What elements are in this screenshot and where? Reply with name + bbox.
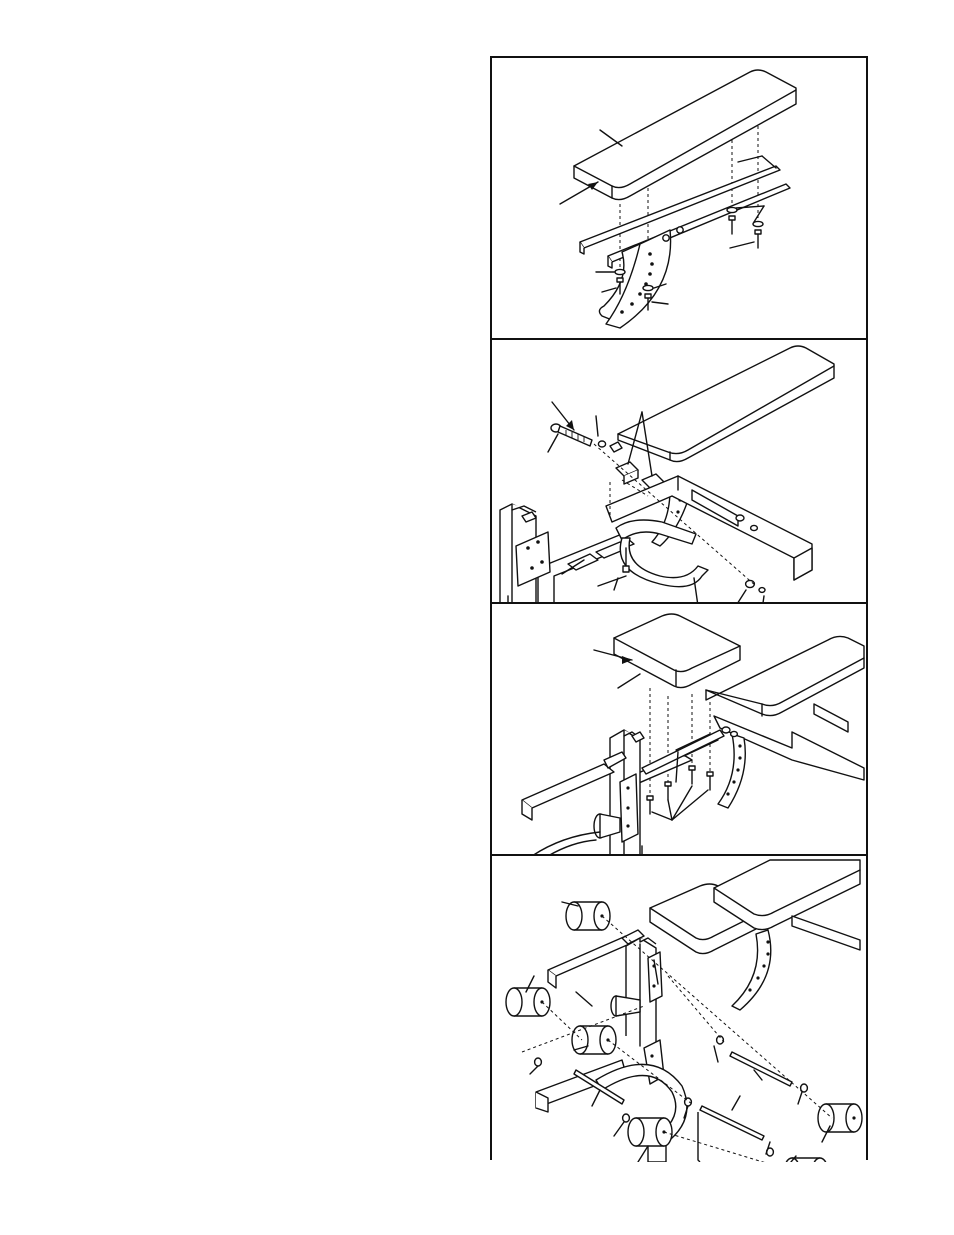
foam-roller-top-left [566, 902, 610, 930]
panel-foam-rollers [492, 854, 866, 1162]
seat-and-backrest-pads [650, 860, 860, 1010]
seat-pad [614, 614, 740, 688]
seat-bracket-and-upright [522, 730, 724, 856]
foam-roller-left [506, 988, 550, 1016]
backrest-pad [618, 346, 834, 462]
panel-backrest-to-frame [492, 338, 866, 604]
backrest-pad-drawing [492, 58, 866, 338]
panel-seat-pad [492, 602, 866, 856]
backrest-frame-drawing [492, 340, 866, 604]
foam-roller-right [818, 1104, 862, 1132]
foam-rollers-drawing [492, 856, 866, 1162]
panel-backrest-pad [492, 58, 866, 338]
seat-pad-drawing [492, 604, 866, 856]
assembly-figure [490, 56, 868, 1160]
